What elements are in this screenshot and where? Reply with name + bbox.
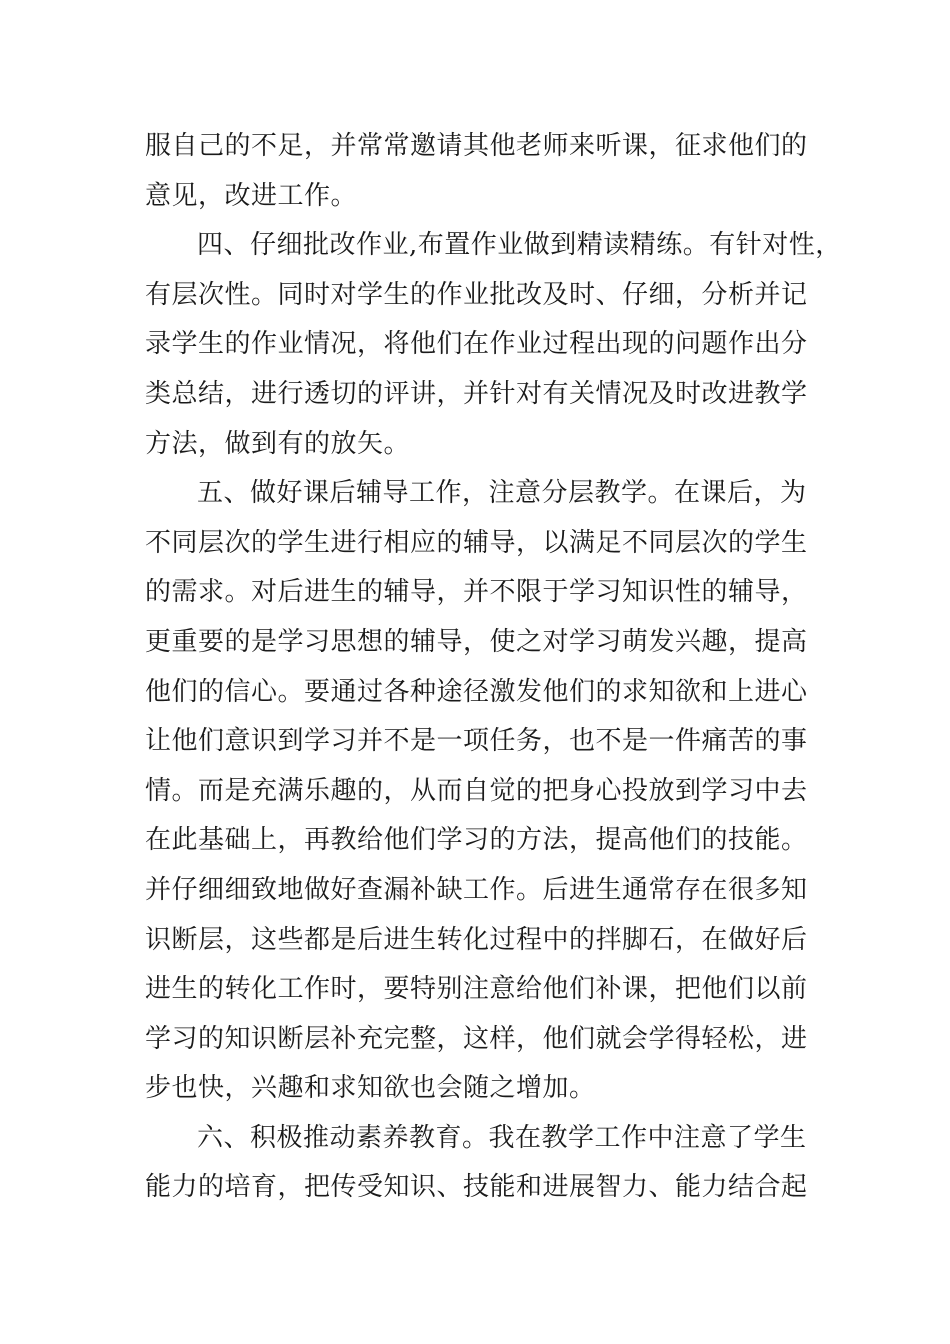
text-line: 情。而是充满乐趣的，从而自觉的把身心投放到学习中去 — [145, 775, 808, 806]
document-body — [145, 122, 842, 1213]
text-line: 方法，做到有的放矢。 — [145, 428, 411, 459]
text-line: 意见，改进工作。 — [145, 180, 358, 211]
text-line: 步也快，兴趣和求知欲也会随之增加。 — [145, 1073, 596, 1104]
text-line: 在此基础上，再教给他们学习的方法，提高他们的技能。 — [145, 825, 808, 856]
paragraph-start-line: 六、积极推动素养教育。我在教学工作中注意了学生 — [197, 1122, 807, 1153]
text-line: 的需求。对后进生的辅导，并不限于学习知识性的辅导， — [145, 577, 808, 608]
text-line: 能力的培育，把传受知识、技能和进展智力、能力结合起 — [145, 1172, 808, 1203]
text-line: 更重要的是学习思想的辅导，使之对学习萌发兴趣，提高 — [145, 626, 808, 657]
text-line: 让他们意识到学习并不是一项任务，也不是一件痛苦的事 — [145, 726, 808, 757]
text-line: 学习的知识断层补充完整，这样，他们就会学得轻松，进 — [145, 1023, 808, 1054]
text-line: 不同层次的学生进行相应的辅导，以满足不同层次的学生 — [145, 527, 808, 558]
paragraph-start-line: 四、仔细批改作业,布置作业做到精读精练。有针对性， — [197, 230, 842, 261]
text-line: 服自己的不足，并常常邀请其他老师来听课，征求他们的 — [145, 131, 808, 161]
text-line: 类总结，进行透切的评讲，并针对有关情况及时改进教学 — [145, 378, 808, 409]
text-line: 识断层，这些都是后进生转化过程中的拌脚石，在做好后 — [145, 924, 808, 955]
text-line: 他们的信心。要通过各种途径激发他们的求知欲和上进心 — [145, 676, 808, 707]
text-line: 有层次性。同时对学生的作业批改及时、仔细，分析并记 — [145, 279, 808, 310]
paragraph-start-line: 五、做好课后辅导工作，注意分层教学。在课后，为 — [197, 478, 807, 509]
text-line: 进生的转化工作时，要特别注意给他们补课，把他们以前 — [145, 974, 808, 1005]
text-line: 并仔细细致地做好查漏补缺工作。后进生通常存在很多知 — [145, 874, 808, 905]
text-line: 录学生的作业情况，将他们在作业过程出现的问题作出分 — [145, 329, 808, 360]
